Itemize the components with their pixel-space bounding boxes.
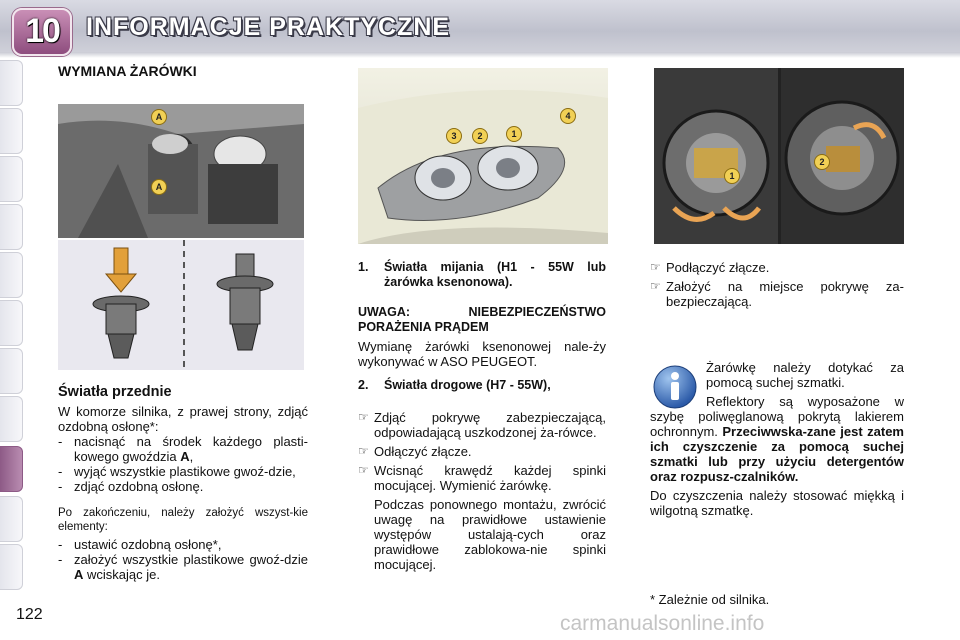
list-item: - zdjąć ozdobną osłonę. bbox=[58, 479, 204, 494]
item-2: 2. Światła drogowe (H7 - 55W), bbox=[358, 378, 551, 392]
list-item: - ustawić ozdobną osłonę*, bbox=[58, 537, 222, 552]
warning-title: UWAGA: NIEBEZPIECZEŃSTWO PORAŻENIA PRĄDEM bbox=[358, 305, 606, 334]
callout-a: A bbox=[151, 109, 167, 125]
side-tab-active[interactable] bbox=[0, 446, 23, 492]
watermark: carmanualsonline.info bbox=[560, 612, 765, 635]
list-item: - wyjąć wszystkie plastikowe gwoź-dzie, bbox=[58, 464, 296, 479]
side-tab[interactable] bbox=[0, 204, 23, 250]
item-1: 1. Światła mijania (H1 - 55W lub żarówka ksenonowa). bbox=[358, 260, 606, 289]
side-tab[interactable] bbox=[0, 348, 23, 394]
middle-bullets bbox=[358, 410, 606, 572]
side-tab[interactable] bbox=[0, 156, 23, 202]
side-tab[interactable] bbox=[0, 544, 23, 590]
list-item: - założyć wszystkie plastikowe gwoź-dzie A wciskając je. bbox=[58, 552, 308, 582]
bullet-item: ☞ Odłączyć złącze. bbox=[358, 444, 606, 459]
side-tab[interactable] bbox=[0, 300, 23, 346]
headlight-photo bbox=[358, 68, 608, 244]
side-tab[interactable] bbox=[0, 252, 23, 298]
info-p2: Reflektory są wyposażone w szybę poliwęglanową pokrytą lakierem ochronnym. Przeciwwska-zane jest zatem ich czyszczenie za pomocą suchej szmatki lub przy użyciu detergentów oraz rozpusz-czalników. bbox=[650, 394, 904, 484]
remount-note: Podczas ponownego montażu, zwrócić uwagę na prawidłowe ustawienie występów ustalają-cych oraz prawidłowe zablokowa-nie spinki mocującej. bbox=[374, 497, 606, 572]
callout-3: 3 bbox=[446, 128, 462, 144]
bullet-item: ☞ Założyć na miejsce pokrywę za-bezpieczającą. bbox=[650, 279, 904, 309]
list-item: - nacisnąć na środek każdego plasti-kowego gwoździa A, bbox=[58, 434, 308, 464]
side-tab[interactable] bbox=[0, 396, 23, 442]
bullet-item: ☞ Zdjąć pokrywę zabezpieczającą, odpowiadającą uszkodzonej ża-rówce. bbox=[358, 410, 606, 440]
info-block bbox=[650, 360, 904, 518]
callout-4: 4 bbox=[560, 108, 576, 124]
plastic-pin-illustration bbox=[58, 240, 304, 370]
engine-bay-illustration bbox=[58, 104, 304, 238]
chapter-badge bbox=[12, 8, 72, 56]
chapter-number: 10 bbox=[25, 12, 59, 50]
headlight-illustration bbox=[358, 68, 608, 244]
page-number: 122 bbox=[16, 606, 43, 623]
engine-bay-photo bbox=[58, 104, 304, 238]
callout-1: 1 bbox=[724, 168, 740, 184]
section-title: WYMIANA ŻARÓWKI bbox=[58, 63, 197, 79]
info-p1: Żarówkę należy dotykać za pomocą suchej szmatki. bbox=[706, 360, 904, 390]
bulb-illustration bbox=[654, 68, 904, 244]
callout-1: 1 bbox=[506, 126, 522, 142]
bulb-photo bbox=[654, 68, 904, 244]
warning-text: Wymianę żarówki ksenonowej nale-ży wykonywać w ASO PEUGEOT. bbox=[358, 339, 606, 369]
bullet-item: ☞ Podłączyć złącze. bbox=[650, 260, 904, 275]
warning-block bbox=[358, 305, 606, 369]
left-body bbox=[58, 404, 308, 582]
callout-2: 2 bbox=[814, 154, 830, 170]
bullet-item: ☞ Wcisnąć krawędź każdej spinki mocującej. Wymienić żarówkę. bbox=[358, 463, 606, 493]
info-p3: Do czyszczenia należy stosować miękką i wilgotną szmatkę. bbox=[650, 488, 904, 518]
right-bullets bbox=[650, 260, 904, 309]
plastic-pin-diagram bbox=[58, 240, 304, 370]
side-tab[interactable] bbox=[0, 108, 23, 154]
footnote: * Zależnie od silnika. bbox=[650, 592, 770, 607]
callout-a: A bbox=[151, 179, 167, 195]
side-tab[interactable] bbox=[0, 60, 23, 106]
after-text: Po zakończeniu, należy założyć wszyst-kie elementy: bbox=[58, 507, 308, 533]
callout-2: 2 bbox=[472, 128, 488, 144]
headlights-title: Światła przednie bbox=[58, 384, 172, 400]
side-tab[interactable] bbox=[0, 496, 23, 542]
intro-text: W komorze silnika, z prawej strony, zdjąć ozdobną osłonę*: bbox=[58, 404, 308, 434]
chapter-title: INFORMACJE PRAKTYCZNE bbox=[86, 13, 451, 41]
